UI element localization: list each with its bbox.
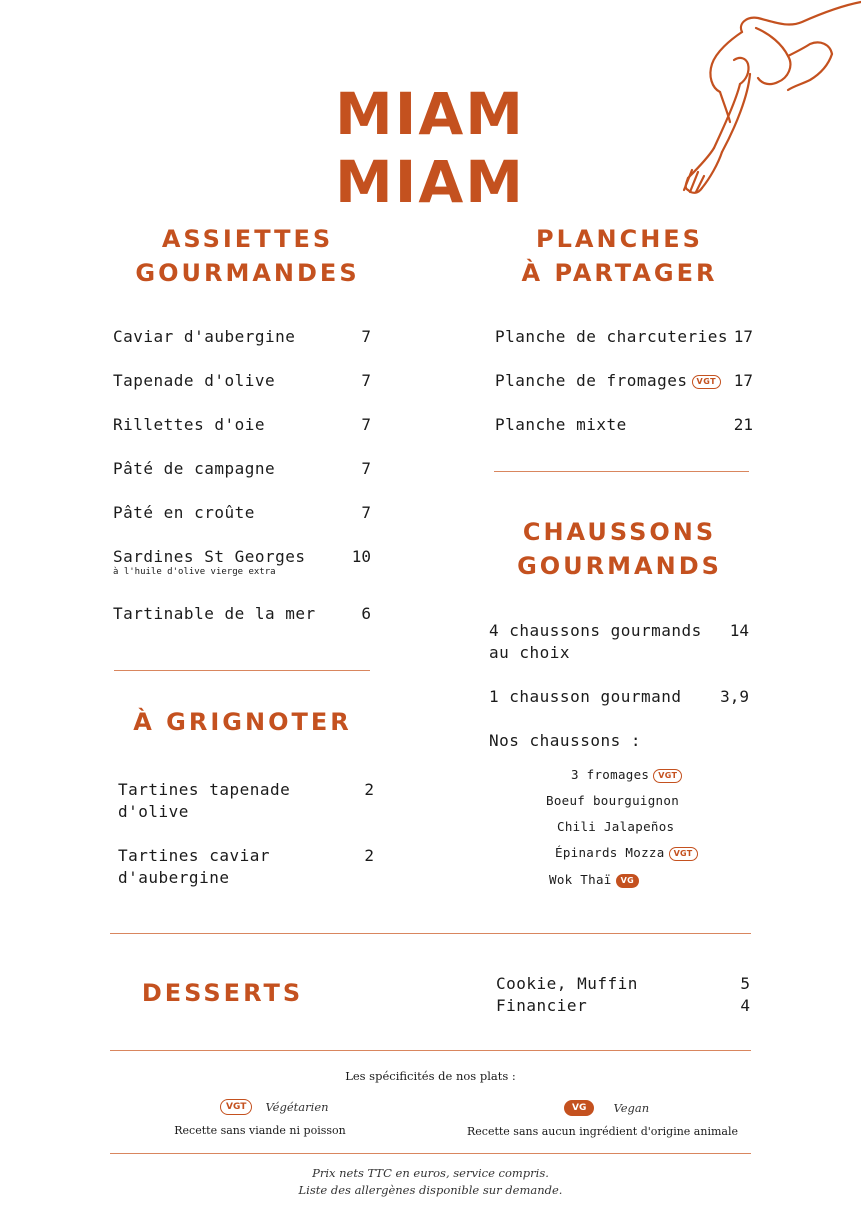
legend-vegan xyxy=(564,1097,649,1116)
chaussons-varieties-label: Nos chaussons : xyxy=(489,731,641,750)
variety-name: Chili Jalapeños xyxy=(557,819,675,834)
section-title-line: GOURMANDS xyxy=(517,552,722,580)
variety-name: Boeuf bourguignon xyxy=(546,793,680,808)
menu-item-price: 7 xyxy=(361,371,371,390)
chausson-variety xyxy=(549,872,639,888)
menu-item-price: 7 xyxy=(361,415,371,434)
menu-item-name-cont: d'olive xyxy=(118,802,189,821)
menu-item-label: Planche de fromages xyxy=(495,371,688,390)
menu-item-name: Tapenade d'olive xyxy=(113,371,276,390)
legend-heading: Les spécificités de nos plats : xyxy=(345,1069,516,1083)
chausson-variety xyxy=(546,793,679,808)
menu-item-price: 17 xyxy=(733,327,753,346)
hand-holding-brush-icon xyxy=(670,0,861,200)
footer-line: Prix nets TTC en euros, service compris. xyxy=(312,1166,549,1180)
menu-item-name: Rillettes d'oie xyxy=(113,415,265,434)
legend-label: Végétarien xyxy=(265,1100,329,1114)
section-title-line: À PARTAGER xyxy=(521,259,718,287)
divider xyxy=(110,1153,751,1154)
menu-item-price: 21 xyxy=(733,415,753,434)
menu-item-price: 7 xyxy=(361,327,371,346)
variety-name: Wok Thaï xyxy=(549,872,612,887)
menu-item-name: Tartinable de la mer xyxy=(113,604,316,623)
menu-item-price: 6 xyxy=(361,604,371,623)
section-title-chaussons xyxy=(492,515,747,583)
menu-item-price: 14 xyxy=(729,621,749,640)
section-title-desserts: DESSERTS xyxy=(141,979,304,1007)
menu-item-price: 2 xyxy=(364,780,374,799)
divider xyxy=(110,1050,751,1051)
menu-item-name-cont: d'aubergine xyxy=(118,868,230,887)
menu-item-name: Pâté en croûte xyxy=(113,503,255,522)
menu-item-price: 3,9 xyxy=(720,687,749,706)
section-title-grignoter: À GRIGNOTER xyxy=(133,708,352,736)
divider xyxy=(494,471,749,472)
vegan-badge-icon: VG xyxy=(564,1100,594,1116)
menu-item-name: Pâté de campagne xyxy=(113,459,276,478)
menu-item-name: 4 chaussons gourmands xyxy=(489,621,702,640)
chausson-variety xyxy=(555,845,698,861)
vegetarian-badge-icon: VGT xyxy=(220,1099,252,1115)
section-title-line: GOURMANDES xyxy=(135,259,360,287)
vegan-badge-icon: VG xyxy=(616,874,639,888)
menu-item-name: Tartines caviar xyxy=(118,846,270,865)
legend-vegetarian xyxy=(220,1096,329,1115)
menu-item-name: Cookie, Muffin xyxy=(496,974,638,993)
menu-item-name-cont: au choix xyxy=(489,643,571,662)
section-title-line: ASSIETTES xyxy=(161,225,334,253)
chausson-variety xyxy=(571,767,682,783)
menu-item-name: Tartines tapenade xyxy=(118,780,291,799)
legend-description: Recette sans viande ni poisson xyxy=(174,1124,346,1137)
footer-line: Liste des allergènes disponible sur demande. xyxy=(298,1183,563,1197)
menu-title: MIAM MIAM xyxy=(335,80,525,216)
section-title-line: PLANCHES xyxy=(536,225,703,253)
menu-item-name: Financier xyxy=(496,996,588,1015)
menu-item-name xyxy=(495,370,721,392)
variety-name: Épinards Mozza xyxy=(555,845,665,860)
variety-name: 3 fromages xyxy=(571,767,650,782)
menu-item-name: Caviar d'aubergine xyxy=(113,327,296,346)
menu-item-price: 7 xyxy=(361,459,371,478)
legend-description: Recette sans aucun ingrédient d'origine animale xyxy=(467,1125,738,1138)
menu-item-price: 10 xyxy=(351,547,371,566)
divider xyxy=(110,933,751,934)
menu-item-price: 4 xyxy=(740,996,750,1015)
menu-item-name: Planche de charcuteries xyxy=(495,327,729,346)
vegetarian-badge-icon: VGT xyxy=(669,847,698,861)
section-title-planches xyxy=(492,222,747,290)
divider xyxy=(114,670,370,671)
menu-item-price: 2 xyxy=(364,846,374,865)
menu-item-name: Planche mixte xyxy=(495,415,627,434)
section-title-line: CHAUSSONS xyxy=(522,518,717,546)
menu-item-price: 7 xyxy=(361,503,371,522)
menu-item-name: 1 chausson gourmand xyxy=(489,687,682,706)
chausson-variety xyxy=(557,819,674,834)
menu-item-price: 17 xyxy=(733,371,753,390)
legend-label: Vegan xyxy=(613,1101,650,1115)
menu-item-subtitle: à l'huile d'olive vierge extra xyxy=(113,567,276,577)
menu-item-price: 5 xyxy=(740,974,750,993)
menu-item-name: Sardines St Georges xyxy=(113,547,306,566)
section-title-assiettes xyxy=(120,222,375,290)
vegetarian-badge-icon: VGT xyxy=(653,769,682,783)
vegetarian-badge-icon: VGT xyxy=(692,375,722,389)
